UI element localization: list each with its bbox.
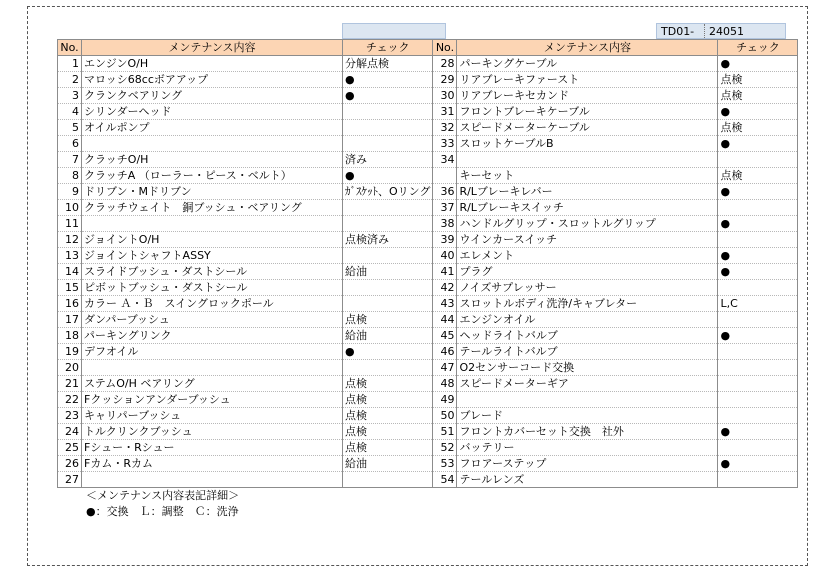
table-header-row (58, 40, 798, 56)
row-item-right[interactable]: O2センサーコード交換 (457, 360, 718, 376)
table-row (58, 392, 798, 408)
row-no-right[interactable]: 53 (433, 456, 457, 472)
table-row (58, 472, 798, 488)
row-check-left[interactable] (343, 472, 433, 488)
row-no-right[interactable]: 39 (433, 232, 457, 248)
row-item-right[interactable]: スピードメーターギア (457, 376, 718, 392)
row-check-right[interactable]: ● (718, 424, 798, 440)
row-no-left[interactable]: 22 (58, 392, 82, 408)
table-row (58, 376, 798, 392)
row-no-left[interactable]: 23 (58, 408, 82, 424)
row-no-right[interactable]: 51 (433, 424, 457, 440)
row-check-left[interactable]: 給油 (343, 264, 433, 280)
row-check-right[interactable]: ● (718, 328, 798, 344)
row-check-right[interactable] (718, 392, 798, 408)
row-no-left[interactable]: 5 (58, 120, 82, 136)
row-check-left[interactable]: 済み (343, 152, 433, 168)
row-no-left[interactable]: 7 (58, 152, 82, 168)
header-check-left: チェック (343, 40, 433, 56)
row-no-left[interactable]: 24 (58, 424, 82, 440)
row-item-right[interactable]: フロントカバーセット交換 社外 (457, 424, 718, 440)
row-item-right[interactable]: フロアーステップ (457, 456, 718, 472)
row-check-right[interactable] (718, 440, 798, 456)
row-item-right[interactable]: フロントブレーキケーブル (457, 104, 718, 120)
table-row (58, 264, 798, 280)
row-check-left[interactable] (343, 296, 433, 312)
row-no-left[interactable]: 9 (58, 184, 82, 200)
row-check-right[interactable] (718, 280, 798, 296)
row-check-left[interactable] (343, 136, 433, 152)
row-item-left[interactable]: ジョイントシャフトASSY (82, 248, 343, 264)
row-item-right[interactable]: ブレード (457, 408, 718, 424)
row-check-right[interactable]: ● (718, 136, 798, 152)
row-check-left[interactable]: 点検 (343, 312, 433, 328)
table-row (58, 456, 798, 472)
row-check-left[interactable]: ● (343, 168, 433, 184)
row-check-right[interactable]: ● (718, 264, 798, 280)
table-row (58, 152, 798, 168)
row-no-right[interactable]: 48 (433, 376, 457, 392)
row-check-left[interactable]: 分解点検 (343, 56, 433, 72)
row-no-right[interactable]: 43 (433, 296, 457, 312)
table-row (58, 168, 798, 184)
row-check-right[interactable] (718, 312, 798, 328)
row-check-right[interactable]: ● (718, 104, 798, 120)
row-item-left[interactable]: スライドブッシュ・ダストシール (82, 264, 343, 280)
row-check-left[interactable]: 点検 (343, 408, 433, 424)
table-row (58, 440, 798, 456)
row-item-right[interactable]: テールレンズ (457, 472, 718, 488)
row-item-right[interactable]: リアブレーキファースト (457, 72, 718, 88)
row-check-right[interactable]: ● (718, 248, 798, 264)
header-content-right: メンテナンス内容 (457, 40, 718, 56)
row-no-right[interactable]: 38 (433, 216, 457, 232)
row-no-left[interactable]: 19 (58, 344, 82, 360)
row-item-right[interactable]: エレメント (457, 248, 718, 264)
row-item-left[interactable] (82, 472, 343, 488)
row-no-left[interactable]: 25 (58, 440, 82, 456)
row-no-left[interactable]: 12 (58, 232, 82, 248)
maintenance-table (57, 39, 798, 488)
row-check-left[interactable]: 給油 (343, 456, 433, 472)
row-item-left[interactable]: Fカム・Rカム (82, 456, 343, 472)
table-row (58, 72, 798, 88)
table-row (58, 200, 798, 216)
row-item-right[interactable]: スピードメーターケーブル (457, 120, 718, 136)
table-row (58, 280, 798, 296)
row-no-right[interactable]: 31 (433, 104, 457, 120)
document-id-box (656, 23, 786, 39)
row-check-left[interactable]: 点検済み (343, 232, 433, 248)
row-check-left[interactable]: ● (343, 72, 433, 88)
row-check-right[interactable]: 点検 (718, 88, 798, 104)
row-no-right[interactable]: 50 (433, 408, 457, 424)
document-id-prefix: TD01- (661, 25, 695, 38)
row-no-left[interactable]: 3 (58, 88, 82, 104)
row-no-left[interactable]: 18 (58, 328, 82, 344)
header-no-left: No. (58, 40, 82, 56)
legend-title: ＜メンテナンス内容表記詳細＞ (86, 489, 240, 502)
row-check-right[interactable]: 点検 (718, 168, 798, 184)
row-check-left[interactable]: ● (343, 344, 433, 360)
row-item-right[interactable] (457, 152, 718, 168)
row-no-right[interactable]: 46 (433, 344, 457, 360)
row-check-left[interactable]: 点検 (343, 424, 433, 440)
row-no-right[interactable] (433, 168, 457, 184)
row-item-left[interactable]: クラッチウェイト 銅ブッシュ・ベアリング (82, 200, 343, 216)
row-item-left[interactable]: トルクリンクブッシュ (82, 424, 343, 440)
row-check-left[interactable]: 給油 (343, 328, 433, 344)
row-no-left[interactable]: 4 (58, 104, 82, 120)
row-check-right[interactable]: ● (718, 184, 798, 200)
row-item-left[interactable]: パーキングリンク (82, 328, 343, 344)
legend-detail: ●：交換 Ｌ：調整 Ｃ：洗浄 (86, 505, 239, 518)
table-row (58, 88, 798, 104)
row-item-right[interactable]: バッテリー (457, 440, 718, 456)
row-no-left[interactable]: 17 (58, 312, 82, 328)
row-no-right[interactable]: 47 (433, 360, 457, 376)
row-check-right[interactable] (718, 152, 798, 168)
row-no-left[interactable]: 13 (58, 248, 82, 264)
row-item-left[interactable]: クランクベアリング (82, 88, 343, 104)
row-no-left[interactable]: 6 (58, 136, 82, 152)
row-check-right[interactable] (718, 408, 798, 424)
row-check-right[interactable] (718, 376, 798, 392)
row-no-left[interactable]: 8 (58, 168, 82, 184)
row-no-right[interactable]: 42 (433, 280, 457, 296)
row-item-left[interactable]: ステムO/H ベアリング (82, 376, 343, 392)
row-check-right[interactable]: L,C (718, 296, 798, 312)
table-row (58, 216, 798, 232)
row-item-right[interactable]: リアブレーキセカンド (457, 88, 718, 104)
row-check-left[interactable] (343, 120, 433, 136)
row-item-left[interactable]: デフオイル (82, 344, 343, 360)
row-item-left[interactable]: Fシュー・Rシュー (82, 440, 343, 456)
table-row (58, 328, 798, 344)
row-item-right[interactable]: パーキングケーブル (457, 56, 718, 72)
table-row (58, 136, 798, 152)
header-blank-cell (342, 23, 446, 39)
row-check-left[interactable] (343, 360, 433, 376)
table-row (58, 344, 798, 360)
table-row (58, 104, 798, 120)
row-no-left[interactable]: 1 (58, 56, 82, 72)
table-row (58, 184, 798, 200)
row-no-right[interactable]: 28 (433, 56, 457, 72)
row-check-right[interactable]: ● (718, 456, 798, 472)
row-no-left[interactable]: 26 (58, 456, 82, 472)
table-row (58, 296, 798, 312)
row-check-left[interactable]: 点検 (343, 376, 433, 392)
row-item-left[interactable]: カラー Ａ・Ｂ スイングロックポール (82, 296, 343, 312)
row-item-left[interactable]: オイルポンプ (82, 120, 343, 136)
row-check-left[interactable]: ● (343, 88, 433, 104)
row-item-left[interactable] (82, 360, 343, 376)
row-item-right[interactable]: テールライトバルブ (457, 344, 718, 360)
row-no-left[interactable]: 15 (58, 280, 82, 296)
row-item-right[interactable]: スロットルボディ洗浄/キャブレター (457, 296, 718, 312)
row-check-left[interactable]: 点検 (343, 440, 433, 456)
row-no-right[interactable]: 44 (433, 312, 457, 328)
row-check-right[interactable] (718, 360, 798, 376)
table-row (58, 408, 798, 424)
row-no-right[interactable]: 34 (433, 152, 457, 168)
row-check-right[interactable]: 点検 (718, 72, 798, 88)
row-item-left[interactable]: ドリブン・Mドリブン (82, 184, 343, 200)
row-no-left[interactable]: 2 (58, 72, 82, 88)
table-row (58, 424, 798, 440)
row-check-left[interactable]: 点検 (343, 392, 433, 408)
row-no-right[interactable]: 40 (433, 248, 457, 264)
row-item-right[interactable]: エンジンオイル (457, 312, 718, 328)
table-row (58, 248, 798, 264)
row-item-left[interactable]: クラッチO/H (82, 152, 343, 168)
row-item-right[interactable]: キーセット (457, 168, 718, 184)
row-no-right[interactable]: 32 (433, 120, 457, 136)
row-no-left[interactable]: 20 (58, 360, 82, 376)
row-item-right[interactable]: ハンドルグリップ・スロットルグリップ (457, 216, 718, 232)
row-check-left[interactable] (343, 104, 433, 120)
row-no-right[interactable]: 45 (433, 328, 457, 344)
row-no-right[interactable]: 54 (433, 472, 457, 488)
row-check-left[interactable] (343, 280, 433, 296)
row-item-right[interactable]: ヘッドライトバルブ (457, 328, 718, 344)
row-check-left[interactable] (343, 200, 433, 216)
row-item-left[interactable]: マロッシ68ccボアアップ (82, 72, 343, 88)
row-no-left[interactable]: 27 (58, 472, 82, 488)
row-no-right[interactable]: 33 (433, 136, 457, 152)
table-row (58, 312, 798, 328)
document-id-number: 24051 (709, 25, 744, 38)
header-check-right: チェック (718, 40, 798, 56)
row-item-right[interactable] (457, 392, 718, 408)
table-row (58, 120, 798, 136)
row-item-right[interactable]: R/Lブレーキスイッチ (457, 200, 718, 216)
row-check-right[interactable]: ● (718, 56, 798, 72)
row-no-right[interactable]: 36 (433, 184, 457, 200)
row-no-right[interactable]: 41 (433, 264, 457, 280)
header-no-right: No. (433, 40, 457, 56)
row-no-right[interactable]: 49 (433, 392, 457, 408)
row-item-left[interactable]: ジョイントO/H (82, 232, 343, 248)
table-row (58, 232, 798, 248)
row-no-left[interactable]: 21 (58, 376, 82, 392)
row-item-left[interactable]: クラッチA （ローラー・ピース・ベルト） (82, 168, 343, 184)
row-item-left[interactable] (82, 216, 343, 232)
table-body (58, 56, 798, 488)
row-no-left[interactable]: 11 (58, 216, 82, 232)
row-item-left[interactable]: ピボットブッシュ・ダストシール (82, 280, 343, 296)
row-item-right[interactable]: R/Lブレーキレバー (457, 184, 718, 200)
table-row (58, 360, 798, 376)
row-item-right[interactable]: ノイズサプレッサー (457, 280, 718, 296)
row-item-left[interactable]: エンジンO/H (82, 56, 343, 72)
row-check-right[interactable]: 点検 (718, 120, 798, 136)
row-check-right[interactable]: ● (718, 216, 798, 232)
row-item-right[interactable]: ウインカースイッチ (457, 232, 718, 248)
document-id-separator (704, 24, 705, 38)
row-check-right[interactable] (718, 200, 798, 216)
row-item-right[interactable]: プラグ (457, 264, 718, 280)
row-check-left[interactable] (343, 216, 433, 232)
row-no-right[interactable]: 52 (433, 440, 457, 456)
row-check-left[interactable]: ｶﾞｽｹｯﾄ、Oリング (343, 184, 433, 200)
table-row (58, 56, 798, 72)
row-no-right[interactable]: 29 (433, 72, 457, 88)
row-item-left[interactable]: ダンパーブッシュ (82, 312, 343, 328)
row-check-right[interactable] (718, 232, 798, 248)
row-no-left[interactable]: 10 (58, 200, 82, 216)
row-item-left[interactable] (82, 136, 343, 152)
row-no-left[interactable]: 14 (58, 264, 82, 280)
row-no-right[interactable]: 37 (433, 200, 457, 216)
row-check-right[interactable] (718, 472, 798, 488)
header-content-left: メンテナンス内容 (82, 40, 343, 56)
row-item-left[interactable]: キャリパーブッシュ (82, 408, 343, 424)
row-no-left[interactable]: 16 (58, 296, 82, 312)
row-item-left[interactable]: Fクッションアンダーブッシュ (82, 392, 343, 408)
row-check-left[interactable] (343, 248, 433, 264)
row-item-left[interactable]: シリンダーヘッド (82, 104, 343, 120)
row-check-right[interactable] (718, 344, 798, 360)
row-item-right[interactable]: スロットケーブルB (457, 136, 718, 152)
row-no-right[interactable]: 30 (433, 88, 457, 104)
